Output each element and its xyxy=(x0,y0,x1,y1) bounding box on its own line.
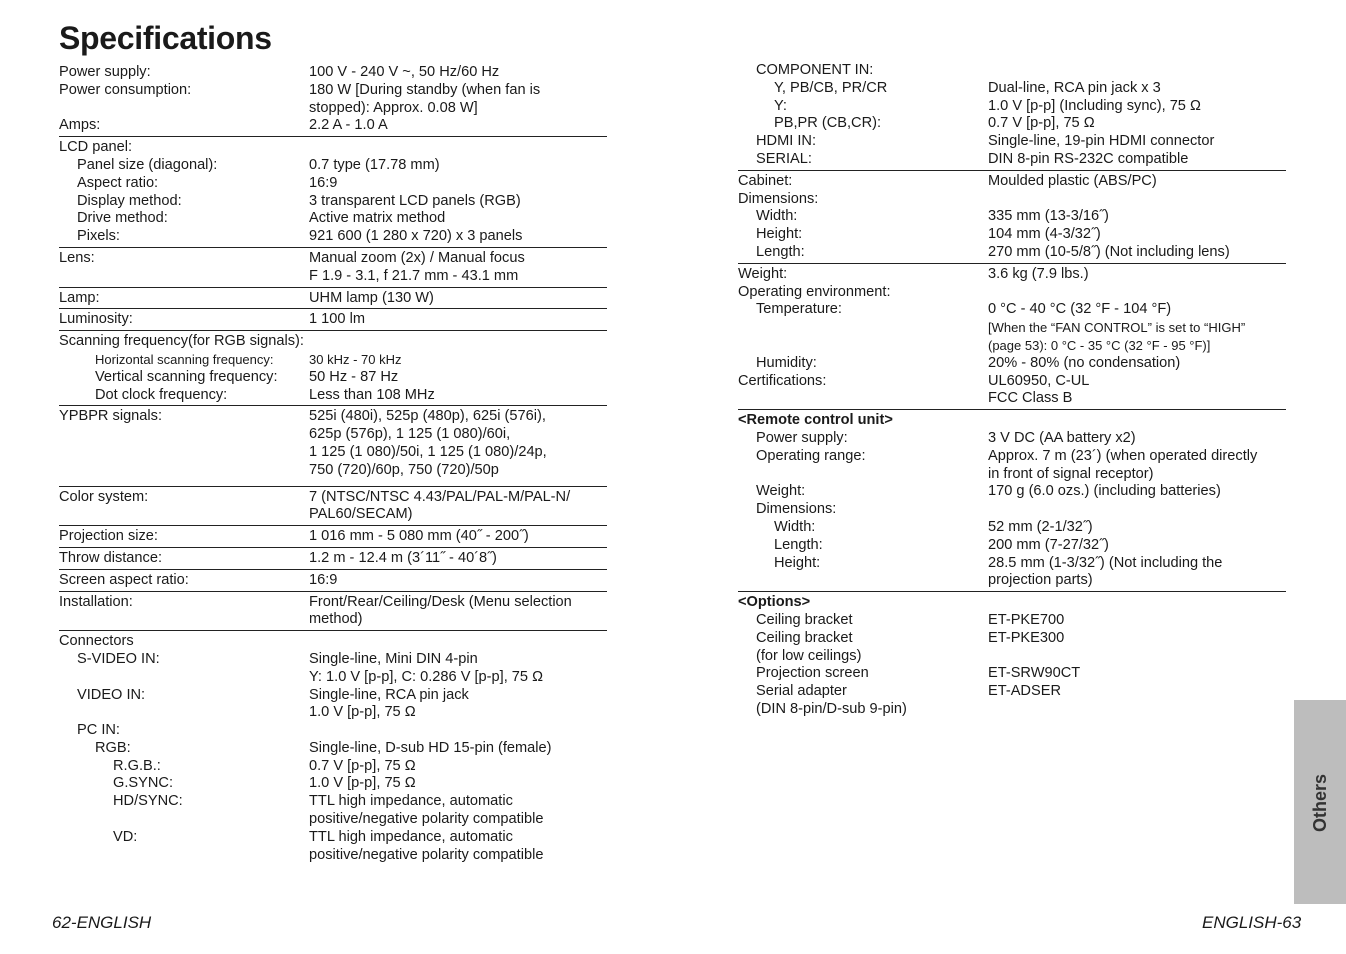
spec-row xyxy=(59,572,607,590)
spec-row xyxy=(738,412,1286,430)
spec-row xyxy=(59,528,607,546)
spec-label: Lens: xyxy=(59,249,95,266)
spec-row xyxy=(59,775,607,793)
spec-row xyxy=(738,98,1286,116)
spec-value: 3 transparent LCD panels (RGB) xyxy=(309,192,521,209)
spec-row xyxy=(738,226,1286,244)
spec-row xyxy=(59,829,607,865)
spec-section xyxy=(738,62,1286,171)
spec-row xyxy=(738,319,1286,355)
spec-value xyxy=(309,139,607,157)
spec-row xyxy=(59,210,607,228)
spec-row xyxy=(738,537,1286,555)
spec-label: Amps: xyxy=(59,117,101,134)
spec-label: Dot clock frequency: xyxy=(95,386,228,403)
spec-label: Connectors xyxy=(59,633,134,650)
spec-value: 28.5 mm (1-3/32˝) (Not including the projection parts) xyxy=(988,554,1223,589)
spec-label: Luminosity: xyxy=(59,311,133,328)
spec-value: 3 V DC (AA battery x2) xyxy=(988,429,1136,446)
spec-row xyxy=(59,139,607,157)
spec-label: Projection size: xyxy=(59,528,158,545)
spec-row xyxy=(738,594,1286,612)
spec-row xyxy=(738,501,1286,519)
spec-row xyxy=(59,175,607,193)
spec-row xyxy=(59,687,607,723)
spec-value: 52 mm (2-1/32˝) xyxy=(988,518,1093,535)
spec-row xyxy=(738,191,1286,209)
spec-label: Height: xyxy=(774,554,821,571)
spec-value: 170 g (6.0 ozs.) (including batteries) xyxy=(988,483,1221,500)
spec-row xyxy=(59,193,607,211)
spec-section xyxy=(59,64,607,137)
spec-label: VIDEO IN: xyxy=(77,686,146,703)
spec-value: 3.6 kg (7.9 lbs.) xyxy=(988,265,1089,282)
specs-right-column xyxy=(738,62,1286,722)
spec-row xyxy=(59,369,607,387)
spec-value: Moulded plastic (ABS/PC) xyxy=(988,172,1157,189)
page-number-left: 62-ENGLISH xyxy=(52,913,152,932)
spec-label: <Options> xyxy=(738,594,811,611)
spec-row xyxy=(738,519,1286,537)
spec-value: Less than 108 MHz xyxy=(309,386,435,403)
spec-value: Approx. 7 m (23´) (when operated directly in front of signal receptor) xyxy=(988,447,1258,482)
spec-label: RGB: xyxy=(95,739,131,756)
spec-value xyxy=(988,501,1286,519)
spec-section xyxy=(59,550,607,570)
spec-value: ET-ADSER xyxy=(988,683,1061,700)
spec-label: <Remote control unit> xyxy=(738,412,893,429)
spec-value: ET-PKE700 xyxy=(988,611,1065,628)
spec-row xyxy=(738,80,1286,98)
spec-row xyxy=(59,594,607,630)
spec-section xyxy=(59,139,607,248)
spec-section xyxy=(59,333,607,406)
spec-value xyxy=(988,594,1286,612)
spec-row xyxy=(59,157,607,175)
spec-label: Throw distance: xyxy=(59,549,163,566)
spec-value xyxy=(309,633,607,651)
spec-value: 30 kHz - 70 kHz xyxy=(309,351,402,367)
spec-label: Dimensions: xyxy=(738,190,819,207)
spec-label: Projection screen xyxy=(756,665,869,682)
spec-row xyxy=(59,489,607,525)
spec-label: Dimensions: xyxy=(756,501,837,518)
spec-label: Power consumption: xyxy=(59,81,192,98)
spec-row xyxy=(738,301,1286,319)
spec-row xyxy=(59,351,607,369)
spec-row xyxy=(59,228,607,246)
spec-value: 0.7 type (17.78 mm) xyxy=(309,156,440,173)
spec-row xyxy=(59,550,607,568)
spec-label: Ceiling bracket (for low ceilings) xyxy=(756,629,862,664)
spec-row xyxy=(59,311,607,329)
spec-label: Humidity: xyxy=(756,354,817,371)
specs-left-column xyxy=(59,64,607,867)
spec-section xyxy=(59,572,607,592)
spec-row xyxy=(59,722,607,740)
spec-value xyxy=(309,722,607,740)
spec-label: Screen aspect ratio: xyxy=(59,571,189,588)
spec-label: Ceiling bracket xyxy=(756,611,853,628)
spec-row xyxy=(59,633,607,651)
spec-section xyxy=(59,290,607,310)
spec-value: 1.2 m - 12.4 m (3´11˝ - 40´8˝) xyxy=(309,549,497,566)
spec-label: Power supply: xyxy=(756,429,848,446)
spec-row xyxy=(738,355,1286,373)
side-tab-label: Others xyxy=(1310,773,1330,832)
spec-label: Pixels: xyxy=(77,228,120,245)
spec-label: Weight: xyxy=(756,483,806,500)
spec-section xyxy=(738,594,1286,720)
spec-label: Length: xyxy=(756,243,805,260)
spec-label: Y, PB/CB, PR/CR xyxy=(774,79,888,96)
spec-label: Temperature: xyxy=(756,301,842,318)
spec-value: [When the “FAN CONTROL” is set to “HIGH” (page 53): 0 °C - 35 °C (32 °F - 95 °F)] xyxy=(988,320,1246,353)
page-title: Specifications xyxy=(59,20,272,56)
spec-value: 525i (480i), 525p (480p), 625i (576i), 625p (576p), 1 125 (1 080)/60i, 1 125 (1 080)/50i, 1 125 (1 080)/24p, 750 (720)/60p, 750 (720)/50p xyxy=(309,408,547,478)
spec-value xyxy=(988,412,1286,430)
spec-row xyxy=(59,758,607,776)
spec-label: Width: xyxy=(756,208,798,225)
spec-value: Single-line, D-sub HD 15-pin (female) xyxy=(309,739,552,756)
spec-label: Color system: xyxy=(59,488,149,505)
spec-section xyxy=(59,633,607,865)
spec-row xyxy=(59,387,607,405)
spec-row xyxy=(738,612,1286,630)
spec-row xyxy=(59,290,607,308)
spec-value: 180 W [During standby (when fan is stopped): Approx. 0.08 W] xyxy=(309,81,541,116)
spec-label: PB,PR (CB,CR): xyxy=(774,115,882,132)
spec-label: Panel size (diagonal): xyxy=(77,156,218,173)
spec-row xyxy=(59,117,607,135)
spec-value: 16:9 xyxy=(309,571,338,588)
spec-value xyxy=(988,284,1286,302)
spec-section xyxy=(59,528,607,548)
spec-label: VD: xyxy=(113,828,138,845)
spec-value: DIN 8-pin RS-232C compatible xyxy=(988,150,1189,167)
spec-value: 921 600 (1 280 x 720) x 3 panels xyxy=(309,228,523,245)
spec-label: Aspect ratio: xyxy=(77,174,159,191)
spec-row xyxy=(738,208,1286,226)
spec-value: 1 100 lm xyxy=(309,311,365,328)
spec-value: 1.0 V [p-p], 75 Ω xyxy=(309,775,416,792)
spec-value: Single-line, 19-pin HDMI connector xyxy=(988,133,1215,150)
spec-value: 2.2 A - 1.0 A xyxy=(309,117,388,134)
page-number-right: ENGLISH-63 xyxy=(1202,913,1302,932)
spec-row xyxy=(738,266,1286,284)
spec-section xyxy=(738,412,1286,592)
spec-row xyxy=(59,408,607,479)
spec-row xyxy=(59,740,607,758)
spec-label: Horizontal scanning frequency: xyxy=(95,351,274,367)
spec-value: Front/Rear/Ceiling/Desk (Menu selection method) xyxy=(309,593,572,628)
spec-label: Operating environment: xyxy=(738,283,891,300)
spec-row xyxy=(59,82,607,118)
spec-value: Single-line, Mini DIN 4-pin Y: 1.0 V [p-p], C: 0.286 V [p-p], 75 Ω xyxy=(309,650,543,685)
spec-value: 0.7 V [p-p], 75 Ω xyxy=(309,757,416,774)
spec-row xyxy=(59,64,607,82)
spec-row xyxy=(738,62,1286,80)
spec-row xyxy=(738,373,1286,409)
spec-label: HD/SYNC: xyxy=(113,793,183,810)
spec-value: ET-SRW90CT xyxy=(988,665,1081,682)
spec-row xyxy=(738,244,1286,262)
spec-label: COMPONENT IN: xyxy=(756,62,874,78)
spec-value: UL60950, C-UL FCC Class B xyxy=(988,372,1090,407)
spec-value: Single-line, RCA pin jack 1.0 V [p-p], 75 Ω xyxy=(309,686,469,721)
spec-label: PC IN: xyxy=(77,722,120,739)
spec-value: 270 mm (10-5/8˝) (Not including lens) xyxy=(988,243,1230,260)
spec-row xyxy=(59,333,607,351)
spec-section xyxy=(59,408,607,486)
spec-row xyxy=(738,630,1286,666)
spec-section xyxy=(59,311,607,331)
spec-label: LCD panel: xyxy=(59,139,133,156)
spec-value: Manual zoom (2x) / Manual focus F 1.9 - 3.1, f 21.7 mm - 43.1 mm xyxy=(309,249,525,284)
spec-value: 7 (NTSC/NTSC 4.43/PAL/PAL-M/PAL-N/ PAL60/SECAM) xyxy=(309,488,571,523)
spec-label: G.SYNC: xyxy=(113,775,174,792)
spec-value: Dual-line, RCA pin jack x 3 xyxy=(988,79,1161,96)
spec-value: 50 Hz - 87 Hz xyxy=(309,368,399,385)
spec-label xyxy=(738,319,988,355)
spec-section xyxy=(738,266,1286,410)
spec-row xyxy=(738,683,1286,719)
spec-label: HDMI IN: xyxy=(756,133,816,150)
spec-label: Certifications: xyxy=(738,372,827,389)
spec-row xyxy=(738,665,1286,683)
spec-label: Cabinet: xyxy=(738,172,793,189)
spec-label: Installation: xyxy=(59,593,133,610)
spec-value: ET-PKE300 xyxy=(988,629,1065,646)
spec-row xyxy=(738,555,1286,591)
spec-label: Weight: xyxy=(738,265,788,282)
spec-value: 16:9 xyxy=(309,174,338,191)
spec-label: Length: xyxy=(774,536,823,553)
spec-value: TTL high impedance, automatic positive/negative polarity compatible xyxy=(309,793,544,828)
spec-label: Display method: xyxy=(77,192,182,209)
spec-label: Width: xyxy=(774,518,816,535)
spec-row xyxy=(59,651,607,687)
spec-row xyxy=(738,115,1286,133)
spec-row xyxy=(59,793,607,829)
spec-label: YPBPR signals: xyxy=(59,408,163,425)
spec-row xyxy=(738,284,1286,302)
side-tab-others xyxy=(1294,700,1346,904)
spec-value: TTL high impedance, automatic positive/negative polarity compatible xyxy=(309,828,544,863)
spec-row xyxy=(738,448,1286,484)
spec-row xyxy=(59,250,607,286)
spec-label: S-VIDEO IN: xyxy=(77,650,160,667)
spec-label: Serial adapter (DIN 8-pin/D-sub 9-pin) xyxy=(756,683,907,717)
spec-value: 1.0 V [p-p] (Including sync), 75 Ω xyxy=(988,97,1201,114)
spec-row xyxy=(738,173,1286,191)
spec-value: Active matrix method xyxy=(309,210,446,227)
spec-label: Y: xyxy=(774,97,787,114)
spec-value: 20% - 80% (no condensation) xyxy=(988,354,1181,371)
spec-section xyxy=(738,173,1286,264)
spec-label: R.G.B.: xyxy=(113,757,161,774)
spec-row xyxy=(738,430,1286,448)
spec-value: 0 °C - 40 °C (32 °F - 104 °F) xyxy=(988,301,1172,318)
spec-label: Vertical scanning frequency: xyxy=(95,368,278,385)
spec-section xyxy=(59,250,607,288)
spec-value xyxy=(988,62,1286,80)
spec-label: Height: xyxy=(756,226,803,243)
spec-value: UHM lamp (130 W) xyxy=(309,289,434,306)
spec-label: Operating range: xyxy=(756,447,866,464)
spec-label: Scanning frequency(for RGB signals): xyxy=(59,333,304,350)
spec-value xyxy=(988,191,1286,209)
spec-section xyxy=(59,594,607,632)
spec-value: 100 V - 240 V ~, 50 Hz/60 Hz xyxy=(309,64,500,80)
spec-label: Lamp: xyxy=(59,289,100,306)
spec-row xyxy=(738,483,1286,501)
spec-row xyxy=(738,151,1286,169)
spec-label: Power supply: xyxy=(59,64,151,80)
spec-value: 104 mm (4-3/32˝) xyxy=(988,226,1101,243)
spec-value: 1 016 mm - 5 080 mm (40˝ - 200˝) xyxy=(309,528,529,545)
spec-value: 200 mm (7-27/32˝) xyxy=(988,536,1109,553)
spec-value: 0.7 V [p-p], 75 Ω xyxy=(988,115,1095,132)
spec-section xyxy=(59,489,607,527)
spec-value: 335 mm (13-3/16˝) xyxy=(988,208,1109,225)
spec-label: SERIAL: xyxy=(756,150,812,167)
spec-value xyxy=(309,333,607,351)
spec-row xyxy=(738,133,1286,151)
spec-label: Drive method: xyxy=(77,210,168,227)
